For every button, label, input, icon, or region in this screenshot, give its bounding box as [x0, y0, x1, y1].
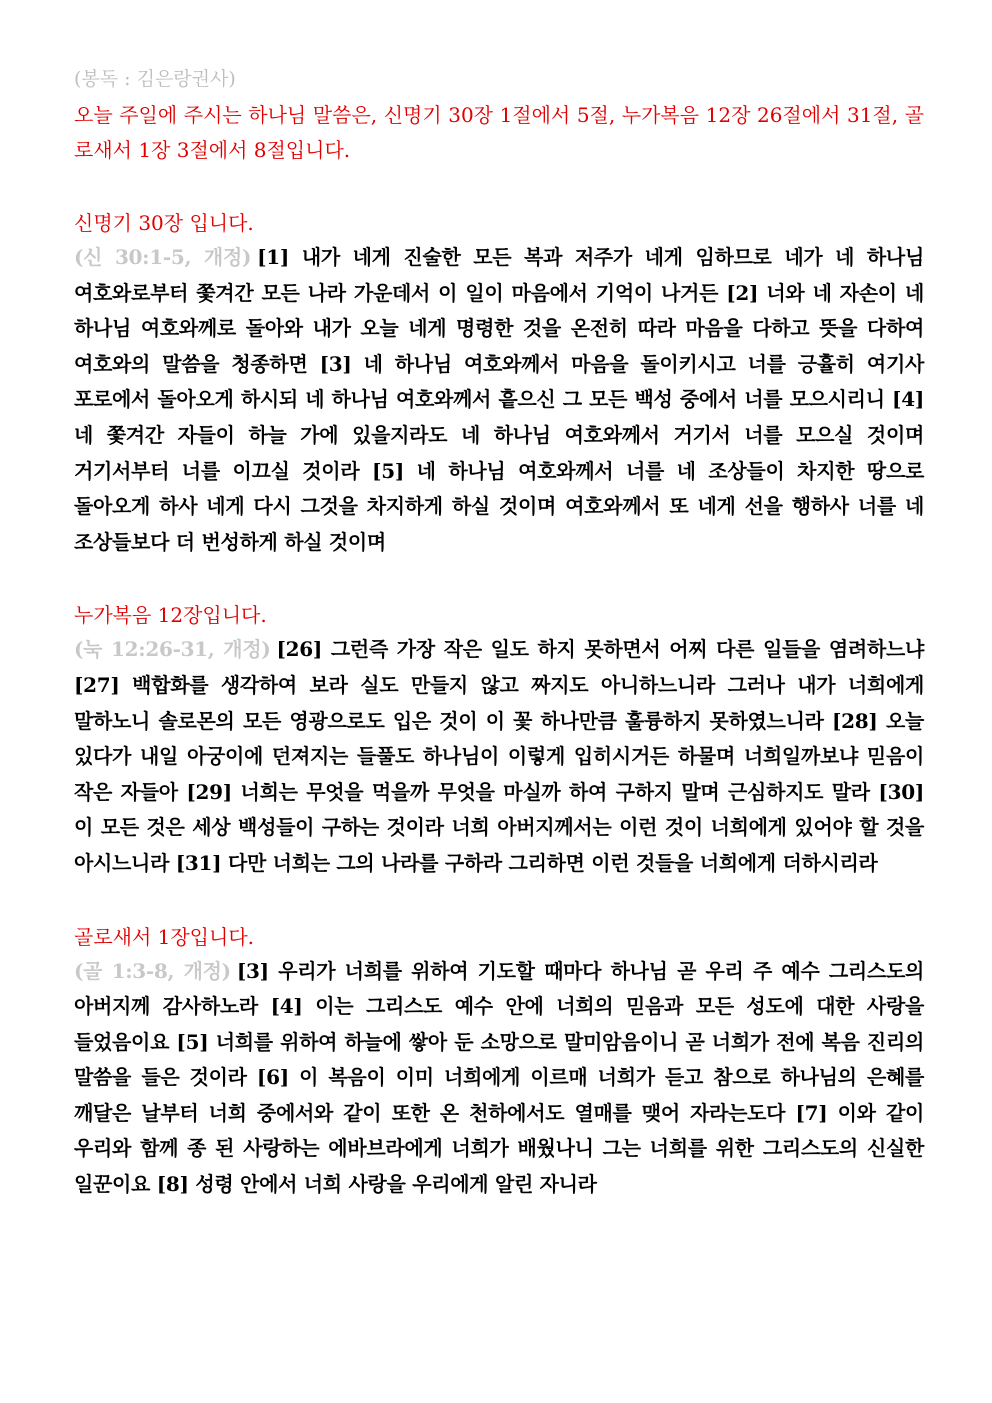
blank-line [74, 882, 924, 920]
section-title: 골로새서 1장입니다. [74, 924, 254, 949]
scripture-text: [3] 우리가 너희를 위하여 기도할 때마다 하나님 곧 우리 주 예수 그리스도의 아버지께 감사하노라 [4] 이는 그리스도 예수 안에 너희의 믿음과 모든 성도에 대한 사랑을 들었음이요 [5] 너희를 위하여 하늘에 쌓아 둔 소망으로 말미암음이니 곧 너희가 전에 복음 진리의 말씀을 들은 것이라 [6] 이 복음이 이미 너희에게 이르매 너희가 듣고 참으로 하나님의 은혜를 깨달은 날부터 너희 중에서와 같이 또한 온 천하에서도 열매를 맺어 자라는도다 [7] 이와 같이 우리와 함께 종 된 사랑하는 에바브라에게 너희가 배웠나니 그는 너희를 위한 그리스도의 신실한 일꾼이요 [8] 성령 안에서 너희 사랑을 우리에게 알린 자니라 [74, 958, 924, 1197]
blank-line [74, 168, 924, 206]
scripture-section-luke [74, 598, 924, 881]
scripture-reference: (골 1:3-8, 개정) [74, 958, 231, 983]
section-title: 신명기 30장 입니다. [74, 211, 254, 235]
intro-paragraph: 오늘 주일에 주시는 하나님 말씀은, 신명기 30장 1절에서 5절, 누가복음 12장 26절에서 31절, 골로새서 1장 3절에서 8절입니다. [74, 103, 924, 162]
scripture-section-colossians [74, 920, 924, 1203]
scripture-passage [74, 632, 924, 881]
scripture-passage [74, 954, 924, 1203]
scripture-section-deuteronomy [74, 206, 924, 560]
scripture-passage [74, 240, 924, 560]
document-page [74, 60, 924, 1203]
reader-credit: (봉독 : 김은랑권사) [74, 68, 236, 90]
scripture-reference: (눅 12:26-31, 개정) [74, 637, 271, 662]
section-title: 누가복음 12장입니다. [74, 603, 267, 628]
blank-line [74, 560, 924, 598]
scripture-reference: (신 30:1-5, 개정) [74, 245, 252, 269]
scripture-text: [26] 그런즉 가장 작은 일도 하지 못하면서 어찌 다른 일들을 염려하느냐 [27] 백합화를 생각하여 보라 실도 만들지 않고 짜지도 아니하느니라 그러나 내가 너희에게 말하노니 솔로몬의 모든 영광으로도 입은 것이 이 꽃 하나만큼 훌륭하지 못하였느니라 [28] 오늘 있다가 내일 아궁이에 던져지는 들풀도 하나님이 이렇게 입히시거든 하물며 너희일까보냐 믿음이 작은 자들아 [29] 너희는 무엇을 먹을까 무엇을 마실까 하여 구하지 말며 근심하지도 말라 [30] 이 모든 것은 세상 백성들이 구하는 것이라 너희 아버지께서는 이런 것이 너희에게 있어야 할 것을 아시느니라 [31] 다만 너희는 그의 나라를 구하라 그리하면 이런 것들을 너희에게 더하시리라 [74, 637, 924, 875]
scripture-text: [1] 내가 네게 진술한 모든 복과 저주가 네게 임하므로 네가 네 하나님 여호와로부터 쫓겨간 모든 나라 가운데서 이 일이 마음에서 기억이 나거든 [2] 너와 네 자손이 네 하나님 여호와께로 돌아와 내가 오늘 네게 명령한 것을 온전히 따라 마음을 다하고 뜻을 다하여 여호와의 말씀을 청종하면 [3] 네 하나님 여호와께서 마음을 돌이키시고 너를 긍휼히 여기사 포로에서 돌아오게 하시되 네 하나님 여호와께서 흩으신 그 모든 백성 중에서 너를 모으시리니 [4] 네 쫓겨간 자들이 하늘 가에 있을지라도 네 하나님 여호와께서 거기서 너를 모으실 것이며 거기서부터 너를 이끄실 것이라 [5] 네 하나님 여호와께서 너를 네 조상들이 차지한 땅으로 돌아오게 하사 네게 다시 그것을 차지하게 하실 것이며 여호와께서 또 네게 선을 행하사 너를 네 조상들보다 더 번성하게 하실 것이며 [74, 245, 924, 554]
